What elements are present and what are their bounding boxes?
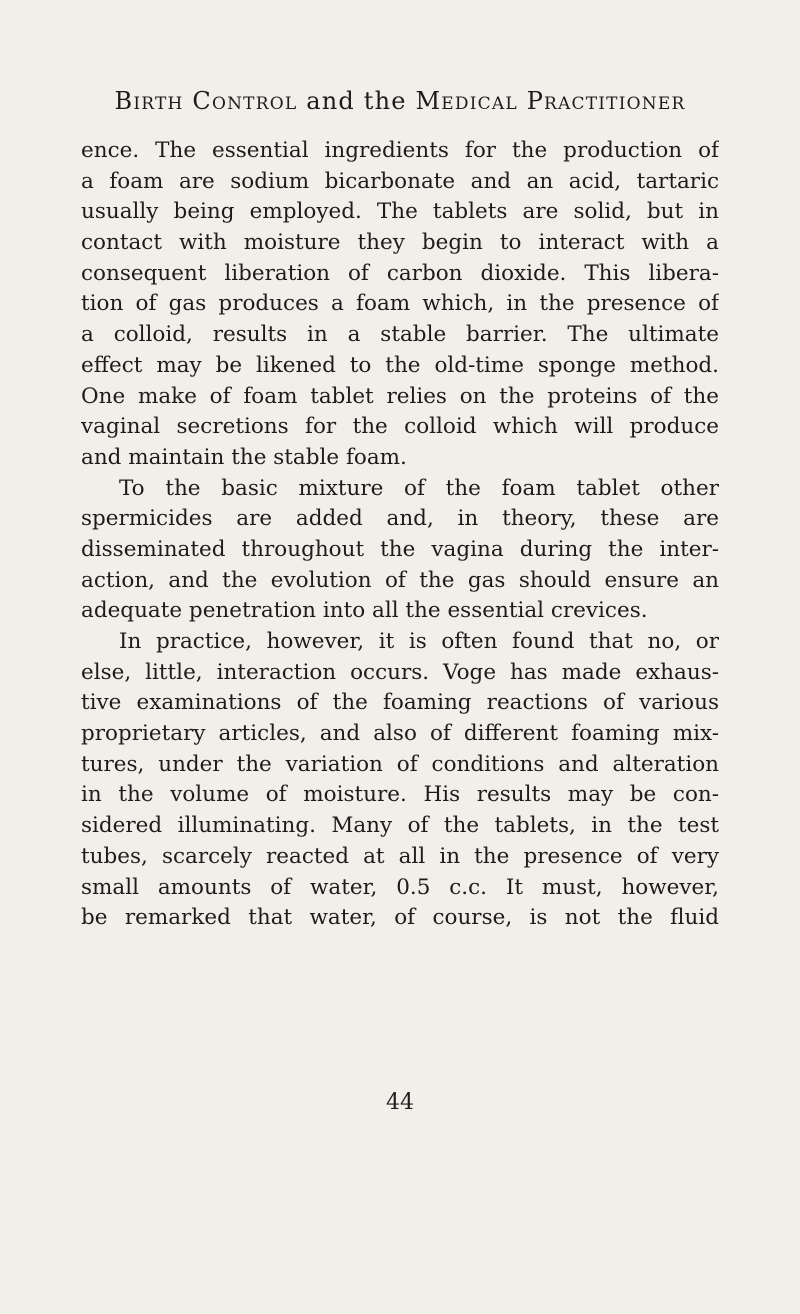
text-line: tion of gas produces a foam which, in the presence of [81,291,719,317]
text-line: be remarked that water, of course, is not the fluid [81,905,719,931]
header-word-the: the [363,87,407,115]
text-line-paragraph-start: In practice, however, it is often found that no, or [119,629,719,654]
text-line: small amounts of water, 0.5 c.c. It must, however, [81,874,719,900]
text-line: a foam are sodium bicarbonate and an acid, tartaric [81,168,719,194]
text-line: vaginal secretions for the colloid which will produce [81,414,719,440]
text-line: tures, under the variation of conditions and alteration [81,751,719,777]
running-header [0,86,800,116]
text-line: usually being employed. The tablets are solid, but in [81,199,719,225]
page-number: 44 [386,1090,414,1115]
text-line: disseminated throughout the vagina during the inter- [81,536,719,562]
text-line: adequate penetration into all the essential crevices. [81,598,648,624]
text-line: and maintain the stable foam. [81,444,407,470]
header-word-medical: Medical [415,87,518,115]
text-line: a colloid, results in a stable barrier. The ultimate [81,322,719,348]
text-line: ence. The essential ingredients for the production of [81,138,719,163]
header-word-control: Control [192,87,298,115]
text-line: sidered illuminating. Many of the tablets, in the test [81,813,719,839]
text-line: tubes, scarcely reacted at all in the presence of very [81,843,719,869]
header-word-practitioner: Practitioner [526,87,686,115]
text-line: spermicides are added and, in theory, these are [81,506,719,532]
text-line: effect may be likened to the old-time sponge method. [81,352,719,378]
header-word-and: and [306,87,355,115]
text-line: in the volume of moisture. His results may be con- [81,782,719,808]
text-line: else, little, interaction occurs. Voge has made exhaus- [81,659,719,685]
text-line: proprietary articles, and also of different foaming mix- [81,721,719,747]
text-line: action, and the evolution of the gas should ensure an [81,567,719,593]
text-line: tive examinations of the foaming reactions of various [81,690,719,716]
header-word-birth: Birth [114,87,184,115]
body-text [81,136,719,934]
text-line-paragraph-start: To the basic mixture of the foam tablet other [119,475,719,501]
text-line: consequent liberation of carbon dioxide. This libera- [81,260,719,286]
text-line: One make of foam tablet relies on the proteins of the [81,383,719,409]
text-line: contact with moisture they begin to interact with a [81,230,719,256]
